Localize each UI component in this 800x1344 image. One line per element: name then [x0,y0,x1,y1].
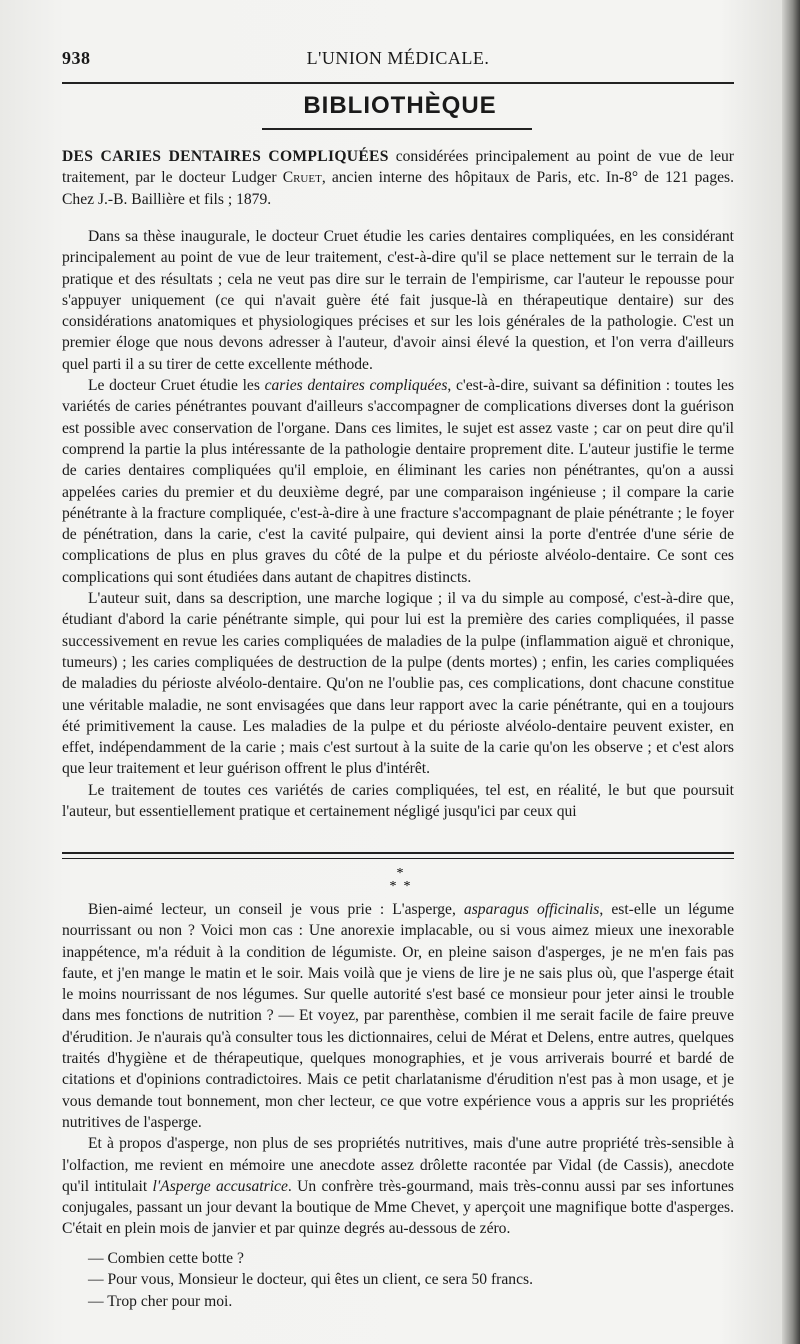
book-title: DES CARIES DENTAIRES COMPLIQUÉES [62,148,389,165]
journal-title: L'UNION MÉDICALE. [306,48,490,68]
book-reference [62,146,734,210]
section-title-rule [262,128,532,130]
asterism [0,866,800,896]
feuilleton-emphasis: asparagus officinalis [463,901,600,918]
review-paragraph: Le traitement de toutes ces variétés de caries compliquées, tel est, en réalité, le but que poursuit l'auteur, but essentiellement pratique et certainement négligé jusqu'ici par ceux qui [62,781,734,821]
page-number: 938 [62,48,91,68]
feuilleton-text: . Un confrère très-gourmand, mais très-connu aussi par ses infortunes conjugales, passant un jour devant la boutique de Mme Chevet, y aperçoit une magnifique botte d'asperges. C'était en plein mois de janvier et par quinze degrés au-dessous de zéro. [62,1177,734,1238]
asterism-icon [380,866,420,894]
review-body [62,226,734,822]
section-title: BIBLIOTHÈQUE [303,92,497,119]
svg-text:*: * [403,879,411,894]
book-author: Cruet [282,169,322,187]
book-publication: , ancien interne des hôpitaux de Paris, etc. In-8° de 121 pages. Chez J.-B. Baillière et fils ; 1879. [62,169,734,208]
dialogue-line: — Pour vous, Monsieur le docteur, qui êtes un client, ce sera 50 francs. [88,1271,533,1289]
page-header [62,48,734,74]
feuilleton-text: , est-elle un légume nourrissant ou non ? Voici mon cas : Une anorexie implacable, ou si vous aimez mieux une inexorable inappétence, m'a réduit à la condition de légumiste. Or, en pleine saison d'asperges, je ne m'en fais pas faute, et j'en mange le matin et le soir. Mais voilà que je viens de lire je ne sais plus où, que l'asperge était le moins nourrissant de nos légumes. Sur quelle autorité s'est basé ce monsieur pour jeter ainsi le trouble dans mes fonctions de nutrition ? — Et voyez, par parenthèse, combien il me serait facile de faire preuve d'érudition. Je n'aurais qu'à consulter tous les dictionnaires, celui de Mérat et Delens, entre autres, quelques traités d'hygiène et de thérapeutique, quelques monographies, et je vous arriverais bourré et bardé de citations et d'opinions contradictoires. Mais ce petit charlatanisme d'érudition n'est pas à mon usage, et je vous demande tout bonnement, mon cher lecteur, ce que votre expérience vous a appris sur les propriétés nutritives de l'asperge. [62,901,734,1131]
book-description: considérées principalement au point de vue de leur traitement, par le docteur Ludger [62,148,734,187]
review-text: Le docteur Cruet étudie les [88,377,265,395]
svg-text:*: * [396,866,404,881]
dialogue-line: — Combien cette botte ? [88,1250,244,1267]
header-rule [62,82,734,84]
book-spine-shadow [782,0,800,1344]
dialogue [62,1248,734,1312]
feuilleton-separator [62,852,734,859]
feuilleton-text: Et à propos d'asperge, non plus de ses propriétés nutritives, mais d'une autre propriété très-sensible à l'olfaction, me revient en mémoire une anecdote assez drôlette racontée par Vidal (de Cassis), anecdote qu'il intitulait [62,1135,734,1195]
review-paragraph [62,375,734,588]
feuilleton-paragraph [62,1133,734,1239]
feuilleton-text: Bien-aimé lecteur, un conseil je vous prie : L'asperge, [88,901,464,918]
dialogue-line: — Trop cher pour moi. [88,1292,233,1310]
review-paragraph: Dans sa thèse inaugurale, le docteur Cruet étudie les caries dentaires compliquées, en les considérant principalement au point de vue de leur traitement, c'est-à-dire qu'il se place nettement sur le terrain de la pratique et des résultats ; cela ne veut pas dire sur le terrain de l'empirisme, car l'auteur le repousse pour s'appuyer uniquement (ce qui n'avait guère été fait jusque-là en thérapeutique dentaire) sur des considérations anatomiques et physiologiques précises et sur les lois générales de la pathologie. C'est un premier éloge que nous devons adresser à l'auteur, d'avoir ainsi élevé la question, et l'on verra d'ailleurs quel parti il a su tirer de cette excellente méthode. [62,228,734,373]
feuilleton-body [62,899,734,1240]
review-emphasis: caries dentaires compliquées [264,377,448,395]
feuilleton-emphasis: l'Asperge accusatrice [152,1177,288,1195]
svg-text:*: * [389,879,397,894]
review-paragraph: L'auteur suit, dans sa description, une marche logique ; il va du simple au composé, c'est-à-dire que, étudiant d'abord la carie pénétrante simple, qui pour lui est la première des caries compliquées, il passe successivement en revue les caries compliquées de maladies de la pulpe (inflammation aiguë et chronique, tumeurs) ; les caries compliquées de destruction de la pulpe (dents mortes) ; enfin, les caries compliquées de maladies du périoste alvéolo-dentaire. Qu'on ne l'oublie pas, ces complications, dont chacune constitue une véritable maladie, ne sont envisagées que dans leur rapport avec la carie pénétrante, qui en a toujours été primitivement la cause. Les maladies de la pulpe et du périoste alvéolo-dentaire peuvent exister, en effet, indépendamment de la carie ; mais c'est surtout à la suite de la carie qu'on les observe ; et c'est alors que leur traitement et leur guérison offrent le plus d'intérêt. [62,590,734,778]
feuilleton-paragraph [62,899,734,1133]
review-text: , c'est-à-dire, suivant sa définition : toutes les variétés de caries pénétrantes pouvant d'ailleurs s'accompagner de complications diverses dont la guérison est possible avec conservation de l'organe. Dans ces limites, le sujet est assez vaste ; car on peut dire qu'il comprend la partie la plus intéressante de la pathologie dentaire proprement dite. L'auteur justifie le terme de caries dentaires compliquées qu'il emploie, en éliminant les caries non pénétrantes, qu'on a aussi appelées caries du premier et du deuxième degré, par une comparaison ingénieuse ; il compare la carie pénétrante à la fracture compliquée, c'est-à-dire à une fracture s'accompagnant de plaie pénétrante ; le foyer de pénétration, dans la carie, c'est la cavité pulpaire, qui devient ainsi la porte d'entrée d'une série de complications de plus en plus graves du côté de la pulpe et du périoste alvéolo-dentaire. Ce sont ces complications qui sont étudiées dans autant de chapitres distincts. [62,377,735,586]
